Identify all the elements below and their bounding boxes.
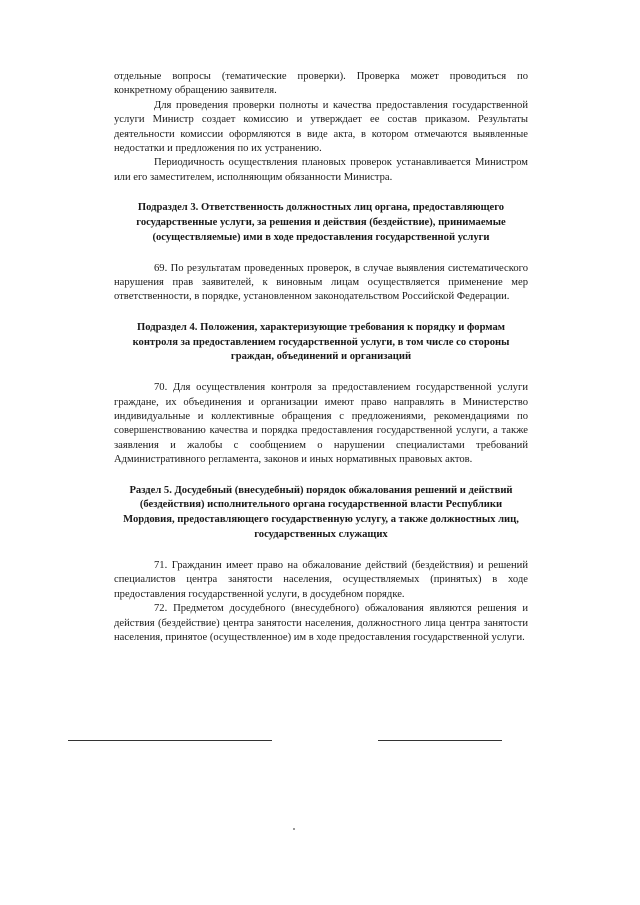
paragraph-69: 69. По результатам проведенных проверок, в случае выявления систематического нарушения прав заявителей, к виновным лицам осуществляется применение мер ответственности, в порядке, установленном законодательством Российской Федерации. <box>114 262 528 303</box>
document-body <box>114 70 528 645</box>
scan-speck <box>293 828 295 830</box>
paragraph-72: 72. Предметом досудебного (внесудебного) обжалования являются решения и действия (бездействие) центра занятости населения, должностного лица центра занятости населения, принятое (осуществленное) им в ходе предоставления государственной услуги. <box>114 603 528 643</box>
paragraph-continuation: отдельные вопросы (тематические проверки). Проверка может проводиться по конкретному обращению заявителя. <box>114 71 528 97</box>
heading-subsection-4: Подраздел 4. Положения, характеризующие требования к порядку и формам контроля за предоставлением государственной услуги, в том числе со стороны граждан, объединений и организаций <box>132 321 510 363</box>
heading-section-5: Раздел 5. Досудебный (внесудебный) порядок обжалования решений и действий (бездействия) исполнительного органа государственной власти Республики Мордовия, предоставляющего государственную услугу, а также должностных лиц, государственных служащих <box>123 484 519 541</box>
paragraph-periodicity: Периодичность осуществления плановых проверок устанавливается Министром или его заместителем, исполняющим обязанности Министра. <box>114 157 528 183</box>
heading-subsection-3: Подраздел 3. Ответственность должностных лиц органа, предоставляющего государственные услуги, за решения и действия (бездействие), принимаемые (осуществляемые) ими в ходе предоставления государственной услуги <box>136 202 506 243</box>
paragraph-70: 70. Для осуществления контроля за предоставлением государственной услуги граждане, их объединения и организации имеют право направлять в Министерство индивидуальные и коллективные обращения с предложениями, рекомендациями по совершенствованию качества и порядка предоставления государственной услуги, а также заявления и жалобы с сообщением о нарушении специалистами требований Административного регламента, законов и иных нормативных правовых актов. <box>114 382 528 466</box>
signature-line-right <box>378 740 502 741</box>
signature-line-left <box>68 740 272 741</box>
paragraph-commission: Для проведения проверки полноты и качества предоставления государственной услуги Министр создает комиссию и утверждает ее состав приказом. Результаты деятельности комиссии оформляются в виде акта, в котором отмечаются выявленные недостатки и предложения по их устранению. <box>114 99 528 155</box>
paragraph-71: 71. Гражданин имеет право на обжалование действий (бездействия) и решений специалистов центра занятости населения, осуществляемых (принятых) в ходе предоставления государственной услуги, в досудебном порядке. <box>114 559 528 600</box>
